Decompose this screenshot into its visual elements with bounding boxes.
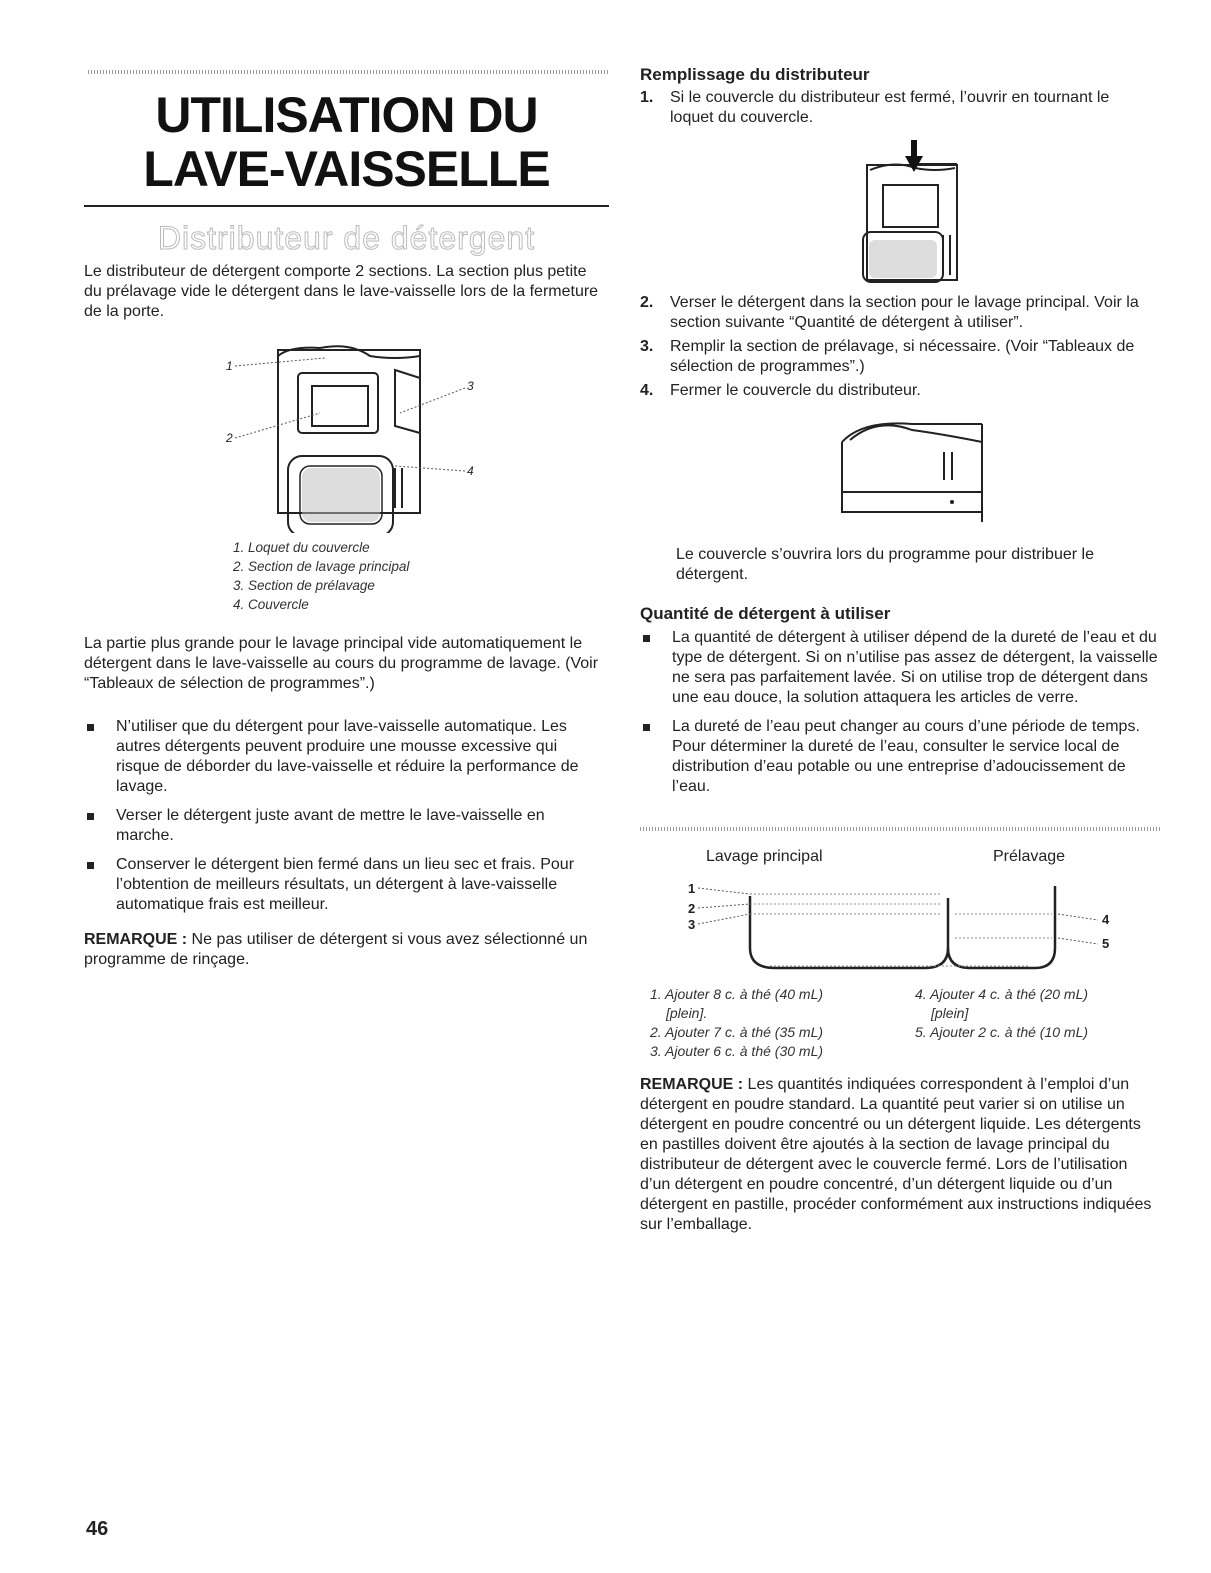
figure-callout-3: 3 <box>467 379 474 393</box>
figure-caption-1: 1. Loquet du couvercle <box>233 540 370 555</box>
figure-callout-2: 2 <box>226 431 233 445</box>
step-text: Verser le détergent dans la section pour le lavage principal. Voir la section suivante “Quantité de détergent à utiliser”. <box>670 294 1139 331</box>
section-title: Distributeur de détergent <box>157 220 536 256</box>
list-item: Verser le détergent juste avant de mettre le lave-vaisselle en marche. <box>84 806 599 846</box>
figure-caption-2: 2. Section de lavage principal <box>233 559 410 574</box>
title-rule <box>84 205 609 207</box>
cup-caption-2: 2. Ajouter 7 c. à thé (35 mL) <box>650 1024 824 1040</box>
fill-steps-2 <box>640 293 1160 405</box>
list-item: Conserver le détergent bien fermé dans un lieu sec et frais. Pour l’obtention de meilleurs résultats, un détergent à lave-vaisselle automatique frais est meilleur. <box>84 855 599 915</box>
cup-caption-3: 3. Ajouter 6 c. à thé (30 mL) <box>650 1043 824 1059</box>
left-bullet-list <box>84 717 599 924</box>
cup-label-pre: Prélavage <box>993 848 1066 865</box>
note-label: REMARQUE : <box>640 1076 744 1093</box>
step-3 <box>640 337 1160 377</box>
cup-caption-4-cont: [plein] <box>931 1005 969 1021</box>
quantity-bullet-list <box>640 628 1158 806</box>
fill-heading: Remplissage du distributeur <box>640 65 870 84</box>
figure-callout-1: 1 <box>226 359 233 373</box>
cup-callout-2: 2 <box>688 901 696 916</box>
after-steps-paragraph: Le couvercle s’ouvrira lors du programme pour distribuer le détergent. <box>676 546 1094 583</box>
page-title <box>84 88 609 196</box>
fill-steps-1 <box>640 88 1155 132</box>
note-text: Les quantités indiquées correspondent à l’emploi d’un détergent en poudre standard. La quantité peut varier si on utilise un détergent en poudre concentré ou un détergent liquide. Les détergents en pastilles doivent être ajoutés à la section de lavage principal du distributeur de détergent avec le couvercle fermé. Lors de l’utilisation d’un détergent en poudre concentré, d’un détergent liquide ou d’un détergent en pastille, procéder conformément aux instructions indiquées sur l’emballage. <box>640 1076 1152 1233</box>
figure-captions <box>233 538 493 614</box>
quantity-heading: Quantité de détergent à utiliser <box>640 604 891 623</box>
main-wash-cup-outline <box>750 896 948 968</box>
step-4 <box>640 381 1160 401</box>
list-item: N’utiliser que du détergent pour lave-vaisselle automatique. Les autres détergents peuvent produire une mousse excessive qui risque de déborder du lave-vaisselle et réduire la performance de lavage. <box>84 717 599 797</box>
dispenser-figure <box>220 338 490 533</box>
step-number: 4. <box>640 382 654 399</box>
cup-captions-left <box>650 985 900 1061</box>
cup-caption-1: 1. Ajouter 8 c. à thé (40 mL) <box>650 986 824 1002</box>
cup-caption-5: 5. Ajouter 2 c. à thé (10 mL) <box>915 1024 1089 1040</box>
list-item: La dureté de l’eau peut changer au cours d’une période de temps. Pour déterminer la dureté de l’eau, consulter le service local de distribution d’eau potable ou une entreprise d’adoucissement de l’eau. <box>640 717 1158 797</box>
top-dotted-rule <box>88 70 608 74</box>
paragraph-2: La partie plus grande pour le lavage principal vide automatiquement le détergent dans le lave-vaisselle au cours du programme de lavage. (Voir “Tableaux de sélection de programmes”.) <box>84 635 599 692</box>
cup-callout-5: 5 <box>1102 936 1110 951</box>
figure-callout-4: 4 <box>467 464 474 478</box>
note-label: REMARQUE : <box>84 931 188 948</box>
step-number: 1. <box>640 89 654 106</box>
figure-caption-3: 3. Section de prélavage <box>233 578 375 593</box>
cup-caption-1-cont: [plein]. <box>666 1005 708 1021</box>
step-text: Si le couvercle du distributeur est fermé, l’ouvrir en tournant le loquet du couvercle. <box>670 89 1110 126</box>
step-text: Remplir la section de prélavage, si nécessaire. (Voir “Tableaux de sélection de programmes”.) <box>670 338 1135 375</box>
main-wash-cup <box>298 373 378 433</box>
intro-paragraph: Le distributeur de détergent comporte 2 sections. La section plus petite du prélavage vide le détergent dans le lave-vaisselle lors de la fermeture de la porte. <box>84 263 599 320</box>
cup-callout-3: 3 <box>688 917 696 932</box>
open-latch-figure <box>855 140 965 285</box>
closed-dispenser-figure <box>832 412 992 530</box>
detergent-cup-figure <box>680 878 1130 978</box>
cup-label-main: Lavage principal <box>706 848 823 865</box>
cup-callout-1: 1 <box>688 881 696 896</box>
note-text: Ne pas utiliser de détergent si vous avez sélectionné un programme de rinçage. <box>84 931 588 968</box>
cup-callout-4: 4 <box>1102 912 1110 927</box>
step-number: 2. <box>640 294 654 311</box>
page-number: 46 <box>86 1518 109 1540</box>
page-title-line1: UTILISATION DU <box>155 87 538 143</box>
cup-captions-right <box>915 985 1155 1042</box>
right-note <box>640 1075 1160 1235</box>
list-item: La quantité de détergent à utiliser dépend de la dureté de l’eau et du type de détergent. Si on n’utilise pas assez de détergent, la vaisselle ne sera pas parfaitement lavée. Si on utilise trop de détergent dans une eau douce, la solution attaquera les articles de verre. <box>640 628 1158 708</box>
figure-caption-4: 4. Couvercle <box>233 597 309 612</box>
cup-caption-4: 4. Ajouter 4 c. à thé (20 mL) <box>915 986 1089 1002</box>
step-2 <box>640 293 1160 333</box>
step-text: Fermer le couvercle du distributeur. <box>670 382 921 399</box>
left-note <box>84 930 599 970</box>
step-1 <box>640 88 1155 128</box>
step-number: 3. <box>640 338 654 355</box>
page-title-line2: LAVE-VAISSELLE <box>143 141 550 197</box>
prewash-cup-outline <box>948 886 1055 968</box>
right-dotted-rule <box>640 827 1160 831</box>
